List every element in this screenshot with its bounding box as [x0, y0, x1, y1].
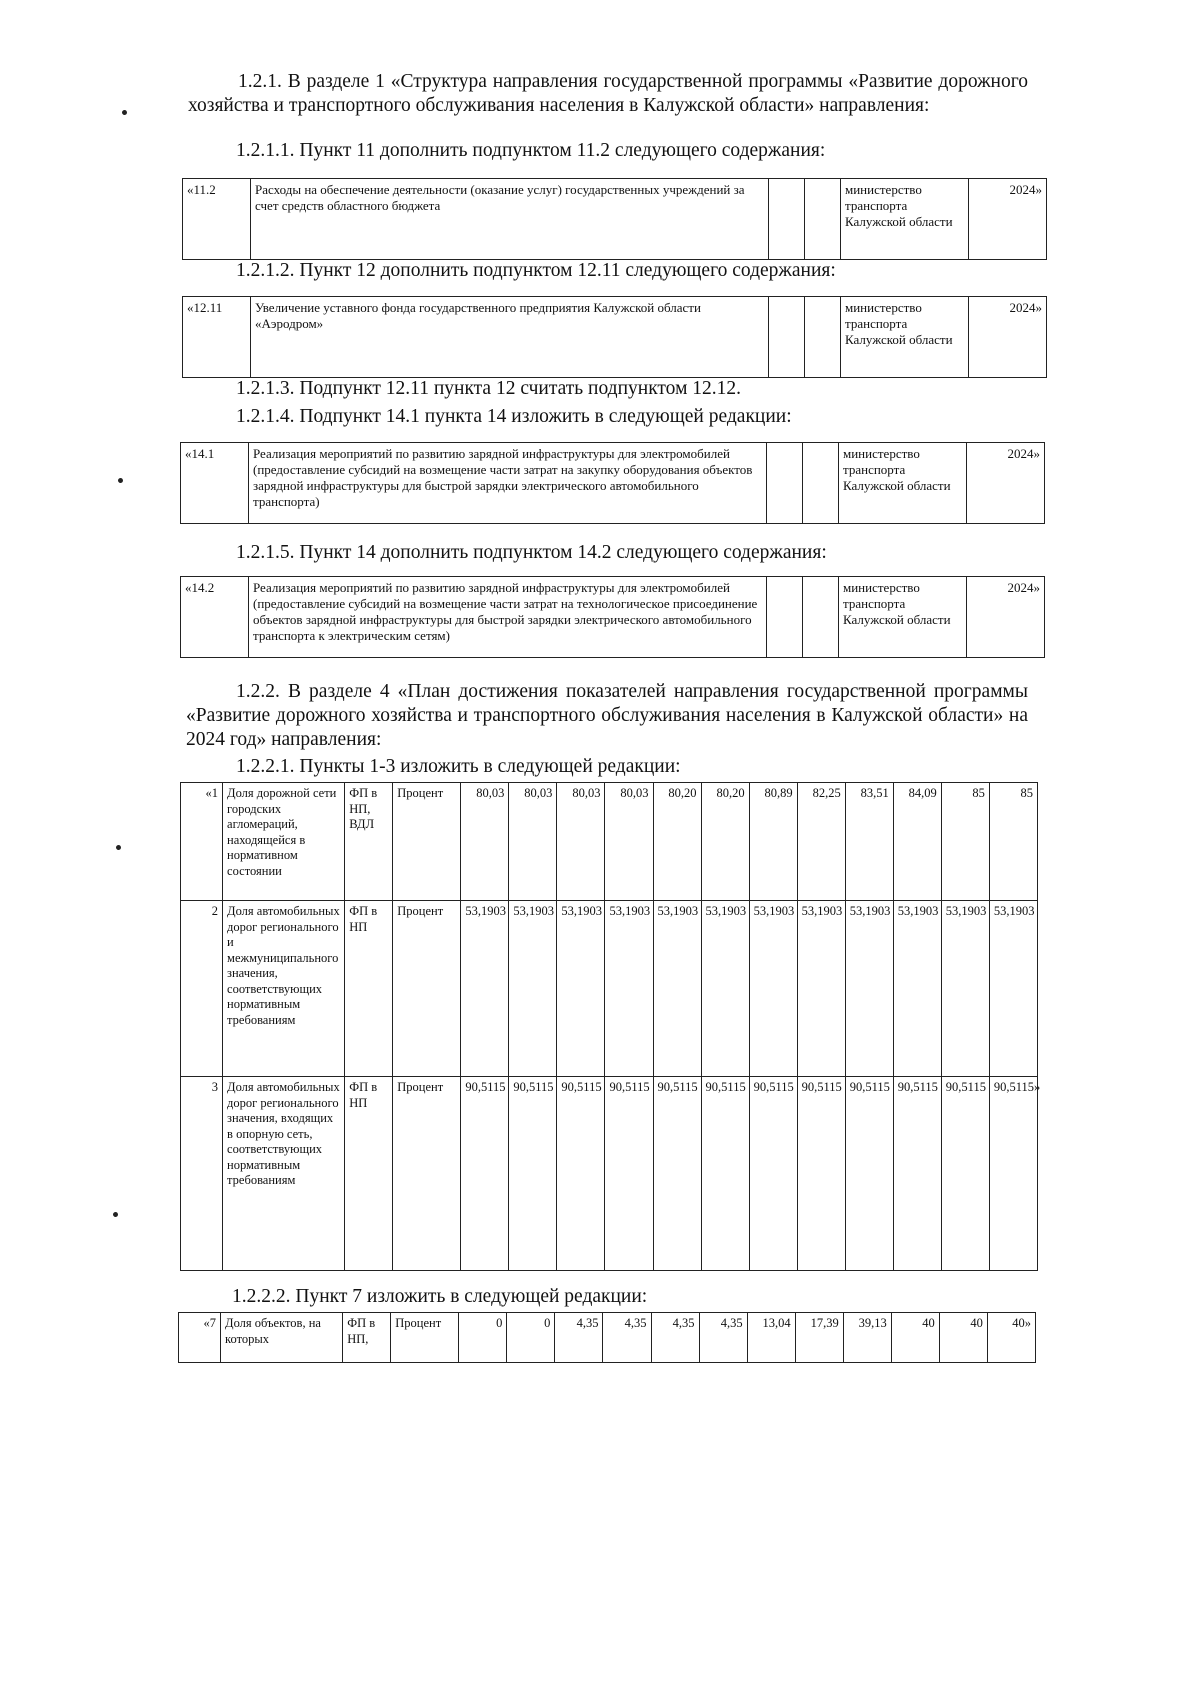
item-text: Увеличение уставного фонда государственного предприятия Калужской области «Аэродром» [251, 297, 769, 378]
empty-cell [769, 179, 805, 260]
value-cell: 40 [891, 1313, 939, 1363]
value-cell: 0 [459, 1313, 507, 1363]
value-cell: 83,51 [845, 783, 893, 901]
ministry: министерство транспорта Калужской области [839, 443, 967, 524]
value-cell: 90,5115 [845, 1077, 893, 1271]
table-row-12-11 [182, 296, 1047, 378]
indicator-name: Доля дорожной сети городских агломераций, находящейся в нормативном состоянии [223, 783, 345, 901]
empty-cell [803, 577, 839, 658]
value-cell: 4,35 [699, 1313, 747, 1363]
year: 2024» [969, 179, 1047, 260]
value-cell: 53,1903 [797, 901, 845, 1077]
empty-cell [769, 297, 805, 378]
value-cell: 53,1903 [749, 901, 797, 1077]
value-cell: 53,1903 [941, 901, 989, 1077]
value-cell: 90,5115 [749, 1077, 797, 1271]
row-number: «1 [181, 783, 223, 901]
value-cell: 85 [941, 783, 989, 901]
indicator-unit: Процент [393, 783, 461, 901]
indicator-source: ФП в НП, [343, 1313, 391, 1363]
value-cell: 80,89 [749, 783, 797, 901]
paragraph-1-2-2: 1.2.2. В разделе 4 «План достижения показателей направления государственной программы «Развитие дорожного хозяйства и транспортного обслуживания населения в Калужской области» на 2024 год» направления: [186, 681, 1028, 750]
value-cell: 39,13 [843, 1313, 891, 1363]
indicators-table [180, 782, 1041, 1271]
value-cell: 80,20 [701, 783, 749, 901]
value-cell: 90,5115 [797, 1077, 845, 1271]
value-cell: 0 [507, 1313, 555, 1363]
value-cell: 53,1903 [845, 901, 893, 1077]
table-row-14-1 [180, 442, 1045, 524]
value-cell: 90,5115 [893, 1077, 941, 1271]
value-cell: 80,03 [605, 783, 653, 901]
ministry: министерство транспорта Калужской области [839, 577, 967, 658]
row-number: 3 [181, 1077, 223, 1271]
row-number: «7 [179, 1313, 221, 1363]
value-cell: 53,1903 [653, 901, 701, 1077]
indicator-unit: Процент [393, 1077, 461, 1271]
value-cell: 90,5115» [989, 1077, 1037, 1271]
table-row [181, 783, 1038, 901]
table-row-14-2 [180, 576, 1045, 658]
value-cell: 84,09 [893, 783, 941, 901]
table-row [181, 1077, 1038, 1271]
paragraph-1-2-2-1: 1.2.2.1. Пункты 1-3 изложить в следующей редакции: [236, 756, 681, 777]
table-row [179, 1313, 1036, 1363]
value-cell: 90,5115 [557, 1077, 605, 1271]
year: 2024» [969, 297, 1047, 378]
value-cell: 85 [989, 783, 1037, 901]
value-cell: 53,1903 [557, 901, 605, 1077]
value-cell: 53,1903 [461, 901, 509, 1077]
paragraph-1-2-1: 1.2.1. В разделе 1 «Структура направления государственной программы «Развитие дорожного хозяйства и транспортного обслуживания населения в Калужской области» направления: [188, 71, 1028, 116]
value-cell: 4,35 [651, 1313, 699, 1363]
value-cell: 90,5115 [605, 1077, 653, 1271]
item-number: «14.2 [181, 577, 249, 658]
value-cell: 40 [939, 1313, 987, 1363]
value-cell: 90,5115 [653, 1077, 701, 1271]
empty-cell [767, 577, 803, 658]
indicator-source: ФП в НП [345, 1077, 393, 1271]
item-text: Реализация мероприятий по развитию зарядной инфраструктуры для электромобилей (предоставление субсидий на возмещение части затрат на технологическое присоединение объектов зарядной инфраструктуры для быстрой зарядки электрического автомобильного транспорта к электрическим сетям) [249, 577, 767, 658]
paragraph-1-2-1-1: 1.2.1.1. Пункт 11 дополнить подпунктом 11.2 следующего содержания: [236, 140, 826, 161]
value-cell: 4,35 [555, 1313, 603, 1363]
value-cell: 40» [987, 1313, 1035, 1363]
value-cell: 4,35 [603, 1313, 651, 1363]
value-cell: 90,5115 [509, 1077, 557, 1271]
ministry: министерство транспорта Калужской области [841, 297, 969, 378]
item-text: Реализация мероприятий по развитию зарядной инфраструктуры для электромобилей (предоставление субсидий на возмещение части затрат на закупку оборудования объектов зарядной инфраструктуры для быстрой зарядки электрического автомобильного транспорта) [249, 443, 767, 524]
year: 2024» [967, 577, 1045, 658]
item-number: «12.11 [183, 297, 251, 378]
value-cell: 90,5115 [941, 1077, 989, 1271]
item-number: «14.1 [181, 443, 249, 524]
value-cell: 53,1903 [893, 901, 941, 1077]
indicator-unit: Процент [393, 901, 461, 1077]
table-row-11-2 [182, 178, 1047, 260]
paragraph-1-2-1-3: 1.2.1.3. Подпункт 12.11 пункта 12 считать подпунктом 12.12. [236, 378, 742, 399]
paragraph-1-2-1-5: 1.2.1.5. Пункт 14 дополнить подпунктом 14.2 следующего содержания: [236, 542, 827, 563]
indicator-7-table [178, 1312, 1036, 1363]
empty-cell [767, 443, 803, 524]
value-cell: 90,5115 [701, 1077, 749, 1271]
indicator-source: ФП в НП, ВДЛ [345, 783, 393, 901]
indicator-name: Доля автомобильных дорог регионального значения, входящих в опорную сеть, соответствующих нормативным требованиям [223, 1077, 345, 1271]
indicator-name: Доля автомобильных дорог регионального и межмуниципального значения, соответствующих нормативным требованиям [223, 901, 345, 1077]
empty-cell [805, 297, 841, 378]
empty-cell [805, 179, 841, 260]
paragraph-1-2-1-4: 1.2.1.4. Подпункт 14.1 пункта 14 изложить в следующей редакции: [236, 406, 792, 427]
value-cell: 53,1903 [989, 901, 1037, 1077]
value-cell: 53,1903 [701, 901, 749, 1077]
scan-mark [112, 1211, 118, 1217]
indicator-source: ФП в НП [345, 901, 393, 1077]
value-cell: 80,03 [557, 783, 605, 901]
value-cell: 80,20 [653, 783, 701, 901]
ministry: министерство транспорта Калужской области [841, 179, 969, 260]
table-row [181, 901, 1038, 1077]
value-cell: 80,03 [509, 783, 557, 901]
row-number: 2 [181, 901, 223, 1077]
scan-mark [115, 844, 121, 850]
item-number: «11.2 [183, 179, 251, 260]
empty-cell [803, 443, 839, 524]
scan-mark [117, 477, 123, 483]
value-cell: 13,04 [747, 1313, 795, 1363]
value-cell: 17,39 [795, 1313, 843, 1363]
scan-mark [121, 109, 127, 115]
year: 2024» [967, 443, 1045, 524]
item-text: Расходы на обеспечение деятельности (оказание услуг) государственных учреждений за счет средств областного бюджета [251, 179, 769, 260]
indicator-unit: Процент [391, 1313, 459, 1363]
value-cell: 90,5115 [461, 1077, 509, 1271]
value-cell: 80,03 [461, 783, 509, 901]
indicator-name: Доля объектов, на которых [221, 1313, 343, 1363]
paragraph-1-2-2-2: 1.2.2.2. Пункт 7 изложить в следующей редакции: [232, 1286, 648, 1307]
value-cell: 53,1903 [605, 901, 653, 1077]
value-cell: 82,25 [797, 783, 845, 901]
paragraph-1-2-1-2: 1.2.1.2. Пункт 12 дополнить подпунктом 12.11 следующего содержания: [236, 260, 836, 281]
value-cell: 53,1903 [509, 901, 557, 1077]
